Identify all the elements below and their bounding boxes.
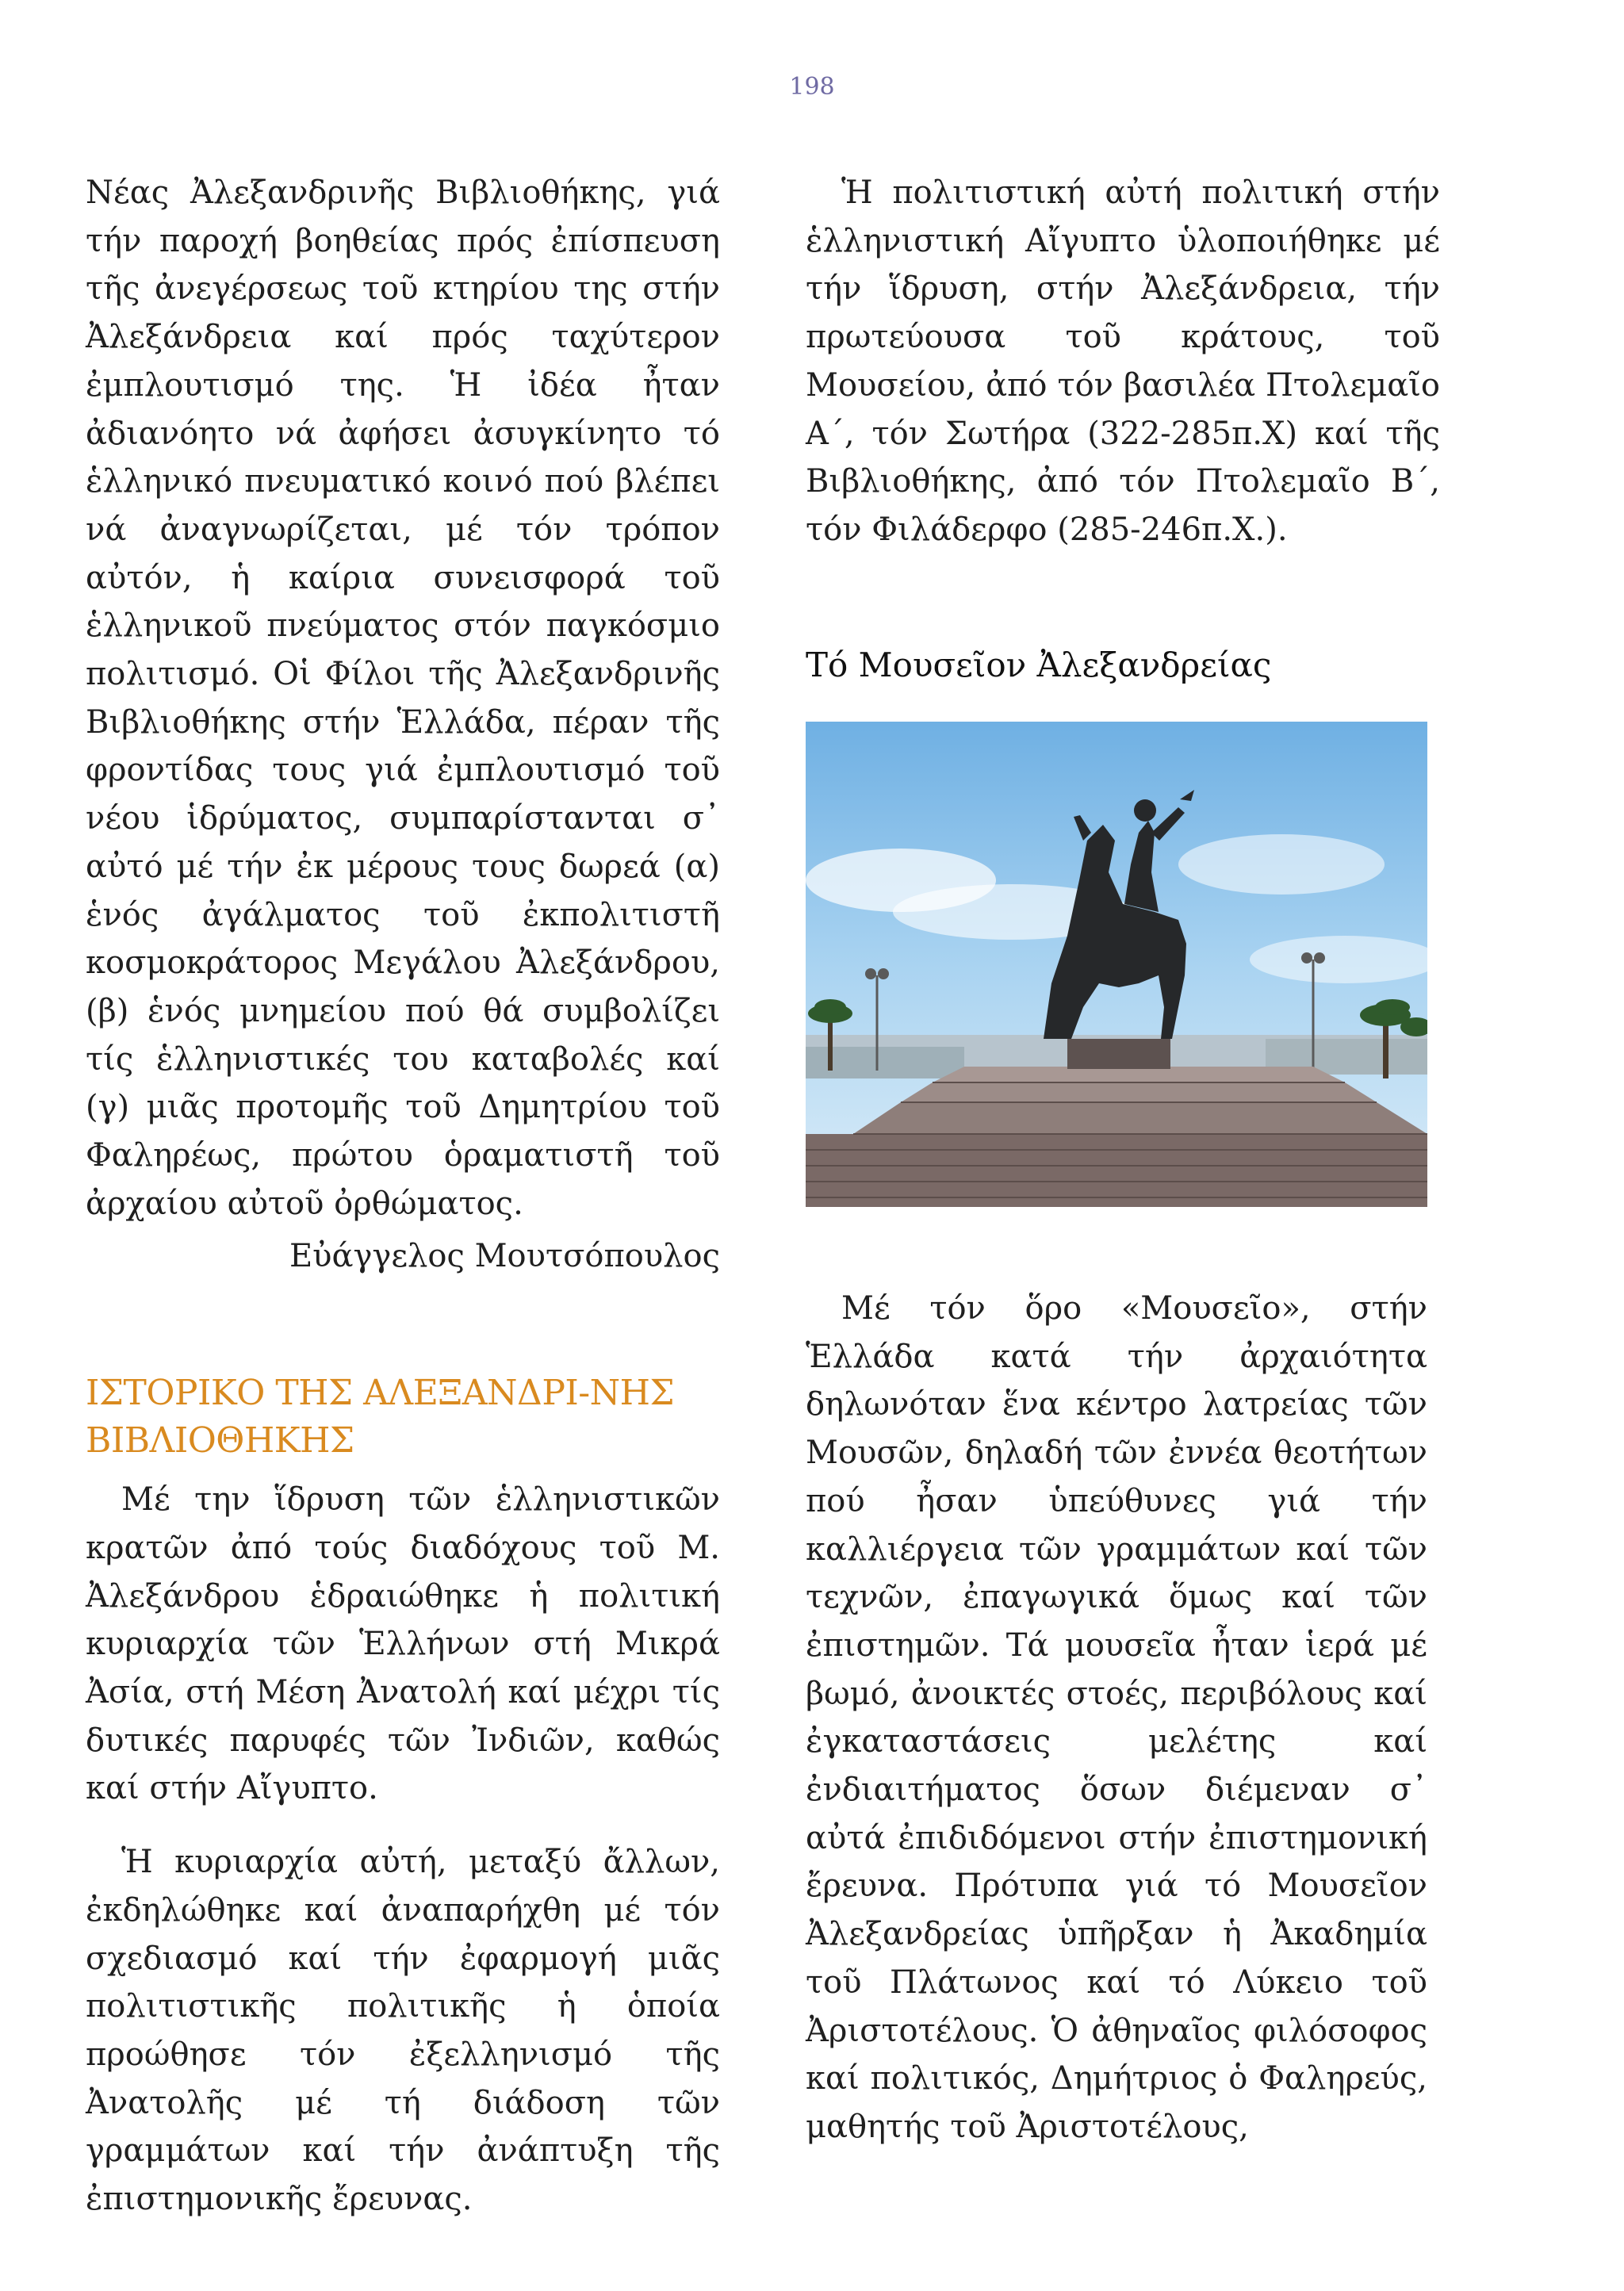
left-paragraph-2: Μέ την ἵδρυση τῶν ἑλληνιστικῶν κρατῶν ἀπό τούς διαδόχους τοῦ Μ. Ἀλεξάνδρου ἑδραιώθηκε ἡ πολιτική κυριαρχία τῶν Ἑλλήνων στή Μικρά Ἀσία, στή Μέση Ἀνατολή καί μέχρι τίς δυτικές παρυφές τῶν Ἰνδιῶν, καθώς καί στήν Αἴγυπτο. [86,1481,720,1807]
page-number: 198 [789,73,835,101]
right-column-bottom [806,1285,1427,2151]
right-paragraph-1: Ἡ πολιτιστική αὐτή πολιτική στήν ἑλληνιστική Αἴγυπτο ὑλοποιήθηκε μέ τήν ἵδρυση, στήν Ἀλεξάνδρεια, τήν πρωτεύουσα τοῦ κράτους, τοῦ Μουσείου, ἀπό τόν βασιλέα Πτολεμαῖο Α΄, τόν Σωτήρα (322-285π.Χ) καί τῆς Βιβλιοθήκης, ἀπό τόν Πτολεμαῖο Β΄, τόν Φιλάδερφο (285-246π.Χ.). [806,174,1440,548]
left-paragraph-1: Νέας Ἀλεξανδρινῆς Βιβλιοθήκης, γιά τήν παροχή βοηθείας πρός ἐπίσπευση τῆς ἀνεγέρσεως τοῦ κτηρίου της στήν Ἀλεξάνδρεια καί πρός ταχύτερον ἐμπλουτισμό της. Ἡ ἰδέα ἦταν ἀδιανόητο νά ἀφήσει ἀσυγκίνητο τό ἑλληνικό πνευματικό κοινό πού βλέπει νά ἀναγνωρίζεται, μέ τόν τρόπον αὐτόν, ἡ καίρια συνεισφορά τοῦ ἑλληνικοῦ πνεύματος στόν παγκόσμιο πολιτισμό. Οἱ Φίλοι τῆς Ἀλεξανδρινῆς Βιβλιοθήκης στήν Ἑλλάδα, πέραν τῆς φροντίδας τους γιά ἐμπλουτισμό τοῦ νέου ἱδρύματος, συμπαρίστανται σ᾽ αὐτό μέ τήν ἐκ μέρους τους δωρεά (α) ἑνός ἀγάλματος τοῦ ἐκπολιτιστῆ κοσμοκράτορος Μεγάλου Ἀλεξάνδρου, (β) ἑνός μνημείου πού θά συμβολίζει τίς ἑλληνιστικές του καταβολές καί (γ) μιᾶς προτομῆς τοῦ Δημητρίου τοῦ Φαληρέως, πρώτου ὁραματιστῆ τοῦ ἀρχαίου αὐτοῦ ὀρθώματος. [86,174,720,1222]
right-column-top [806,169,1440,689]
left-paragraph-3: Ἡ κυριαρχία αὐτή, μεταξύ ἄλλων, ἐκδηλώθηκε καί ἀναπαρήχθη μέ τόν σχεδιασμό καί τήν ἐφαρμογή μιᾶς πολιτιστικῆς πολιτικῆς ἡ ὁποία προώθησε τόν ἐξελληνισμό τῆς Ἀνατολῆς μέ τή διάδοση τῶν γραμμάτων καί τήν ἀνάπτυξη τῆς ἐπιστημονικῆς ἔρευνας. [86,1844,720,2218]
section-heading: ΙΣΤΟΡΙΚΟ ΤΗΣ ΑΛΕΞΑΝΔΡΙ-ΝΗΣ ΒΙΒΛΙΟΘΗΚΗΣ [86,1373,675,1462]
right-paragraph-2: Μέ τόν ὅρο «Μουσεῖο», στήν Ἑλλάδα κατά τήν ἀρχαιότητα δηλωνόταν ἕνα κέντρο λατρείας τῶν Μουσῶν, δηλαδή τῶν ἐννέα θεοτήτων πού ἦσαν ὑπεύθυνες γιά τήν καλλιέργεια τῶν γραμμάτων καί τῶν τεχνῶν, ἐπαγωγικά ὅμως καί τῶν ἐπιστημῶν. Τά μουσεῖα ἦταν ἱερά μέ βωμό, ἀνοικτές στοές, περιβόλους καί ἐγκαταστάσεις μελέτης καί ἐνδιαιτήματος ὅσων διέμεναν σ᾽ αὐτά ἐπιδιδόμενοι στήν ἐπιστημονική ἔρευνα. Πρότυπα γιά τό Μουσεῖον Ἀλεξανδρείας ὑπῆρξαν ἡ Ἀκαδημία τοῦ Πλάτωνος καί τό Λύκειο τοῦ Ἀριστοτέλους. Ὁ ἀθηναῖος φιλόσοφος καί πολιτικός, Δημήτριος ὁ Φαληρεύς, μαθητής τοῦ Ἀριστοτέλους, [806,1290,1427,2145]
author-signature: Εὐάγγελος Μουτσόπουλος [289,1238,720,1275]
alexander-statue-photo [806,722,1427,1207]
left-column [86,169,720,2224]
subsection-heading: Τό Μουσεῖον Ἀλεξανδρείας [806,645,1272,684]
